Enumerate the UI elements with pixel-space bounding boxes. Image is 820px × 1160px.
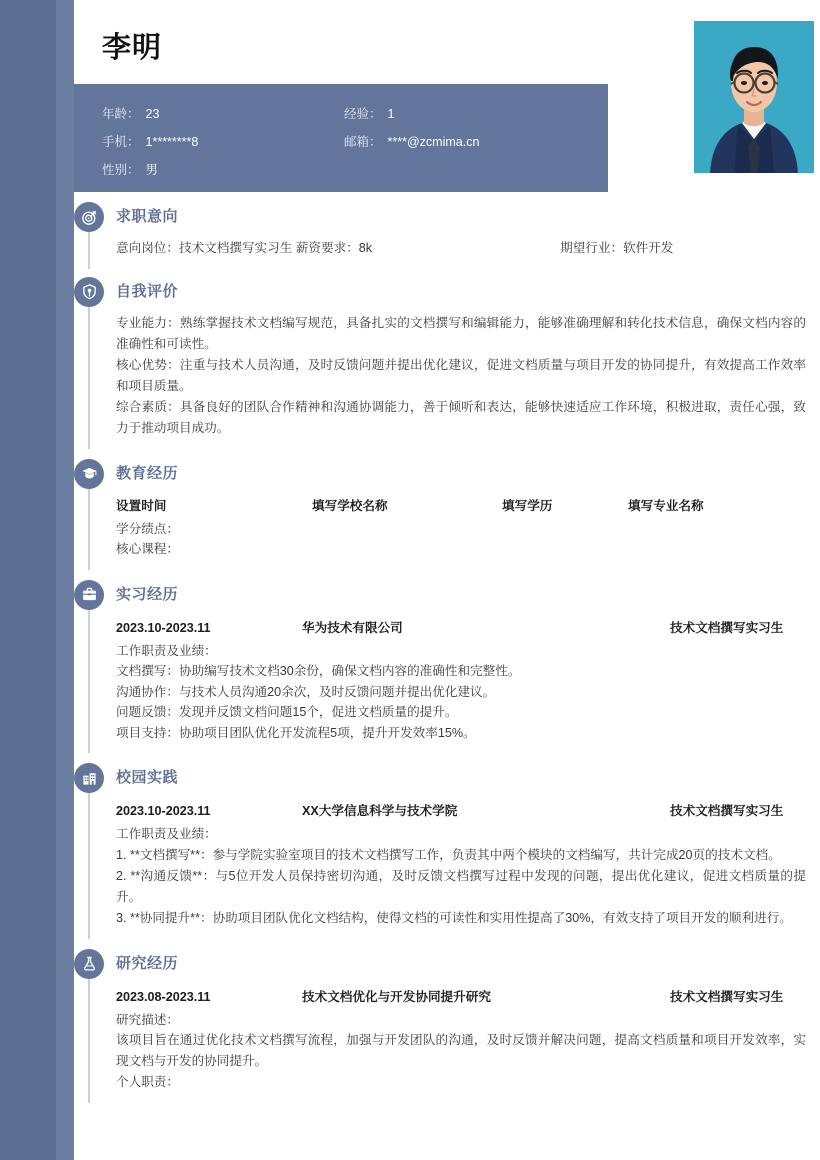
intent-salary-value: 8k xyxy=(358,241,373,255)
shield-icon xyxy=(74,277,104,307)
timeline-rail xyxy=(88,979,90,1103)
intent-industry xyxy=(560,238,673,259)
internship-line: 问题反馈：发现并反馈文档问题15个，促进文档质量的提升。 xyxy=(116,705,458,719)
research-date: 2023.08-2023.11 xyxy=(116,989,211,1004)
timeline-rail xyxy=(88,489,90,570)
section-education xyxy=(74,449,820,570)
section-body xyxy=(74,616,820,754)
campus-date: 2023.10-2023.11 xyxy=(116,804,211,818)
field-experience-value: 1 xyxy=(387,107,395,121)
education-courses: 核心课程： xyxy=(116,542,179,556)
section-header xyxy=(74,202,820,238)
section-body xyxy=(74,799,820,939)
campus-organization: XX大学信息科学与技术学院 xyxy=(302,804,458,818)
self-eval-paragraph: 综合素质：具备良好的团队合作精神和沟通协调能力，善于倾听和表达，能够快速适应工作环境，积极进取，责任心强，致力于推动项目成功。 xyxy=(116,399,806,435)
intent-position-value: 技术文档撰写实习生 xyxy=(178,241,293,255)
section-body xyxy=(74,985,820,1103)
section-body xyxy=(74,495,820,570)
left-decorative-band-inner xyxy=(56,0,74,1160)
self-eval-paragraph: 核心优势：注重与技术人员沟通，及时反馈问题并提出优化建议，促进文档质量与项目开发的协同提升，有效提高工作效率和项目质量。 xyxy=(116,357,806,393)
contact-info-band xyxy=(74,84,608,192)
graduation-cap-icon xyxy=(74,459,104,489)
section-title: 求职意向 xyxy=(116,208,179,225)
research-role: 技术文档撰写实习生 xyxy=(670,989,784,1004)
field-age xyxy=(102,104,344,122)
education-gpa: 学分绩点： xyxy=(116,521,179,536)
intent-salary-label: 薪资要求： xyxy=(295,241,359,255)
contact-info-row xyxy=(102,99,602,127)
section-header xyxy=(74,763,820,799)
field-phone-value: 1********8 xyxy=(145,135,199,149)
job-intent-row xyxy=(116,238,806,259)
field-age-label: 年龄： xyxy=(102,107,140,121)
section-header xyxy=(74,580,820,616)
intent-position xyxy=(116,238,372,259)
field-phone xyxy=(102,132,344,150)
avatar xyxy=(694,21,814,173)
field-email xyxy=(344,132,479,150)
section-job-intent xyxy=(74,192,820,269)
section-header xyxy=(74,459,820,495)
field-gender xyxy=(102,160,344,178)
internship-line: 工作职责及业绩： xyxy=(116,643,217,658)
education-col-time: 设置时间 xyxy=(116,498,167,513)
resume-header xyxy=(74,0,820,192)
contact-info-grid xyxy=(102,99,602,183)
section-title: 自我评价 xyxy=(116,282,179,300)
left-decorative-band xyxy=(0,0,56,1160)
section-internship xyxy=(74,570,820,754)
internship-line: 沟通协作：与技术人员沟通20余次，及时反馈问题并提出优化建议。 xyxy=(116,684,496,699)
contact-info-row xyxy=(102,155,602,183)
field-age-value: 23 xyxy=(145,107,160,121)
section-title: 实习经历 xyxy=(116,585,179,603)
campus-header-row xyxy=(116,799,806,823)
field-email-label: 邮箱： xyxy=(344,135,382,149)
section-title: 校园实践 xyxy=(116,769,179,786)
research-topic: 技术文档优化与开发协同提升研究 xyxy=(302,989,491,1004)
campus-line: 3. **协同提升**：协助项目团队优化文档结构，使得文档的可读性和实用性提高了30%，有效支持了项目开发的顺利进行。 xyxy=(116,910,792,925)
target-icon xyxy=(74,202,104,232)
timeline-rail xyxy=(88,610,90,754)
research-line: 个人职责： xyxy=(116,1075,179,1089)
section-campus-practice xyxy=(74,753,820,939)
section-header xyxy=(74,277,820,313)
section-header xyxy=(74,949,820,985)
briefcase-icon xyxy=(74,580,104,610)
internship-company: 华为技术有限公司 xyxy=(302,620,403,635)
contact-info-row xyxy=(102,127,602,155)
timeline-rail xyxy=(88,793,90,939)
section-body xyxy=(74,313,820,449)
section-body xyxy=(74,238,820,269)
education-col-major: 填写专业名称 xyxy=(628,498,704,513)
field-gender-value: 男 xyxy=(145,163,159,177)
education-header-row xyxy=(116,495,806,517)
campus-line: 工作职责及业绩： xyxy=(116,827,217,841)
intent-industry-label: 期望行业： xyxy=(560,241,624,255)
internship-header-row xyxy=(116,616,806,640)
campus-role: 技术文档撰写实习生 xyxy=(670,804,784,818)
research-line: 研究描述： xyxy=(116,1012,179,1027)
school-building-icon xyxy=(74,763,104,793)
education-col-school: 填写学校名称 xyxy=(312,498,388,513)
section-title: 研究经历 xyxy=(116,954,179,972)
field-gender-label: 性别： xyxy=(102,163,140,177)
self-eval-paragraph: 专业能力：熟练掌握技术文档编写规范，具备扎实的文档撰写和编辑能力，能够准确理解和转化技术信息，确保文档内容的准确性和可读性。 xyxy=(116,315,806,351)
section-self-evaluation xyxy=(74,269,820,449)
internship-line: 文档撰写：协助编写技术文档30余份，确保文档内容的准确性和完整性。 xyxy=(116,664,521,678)
research-header-row xyxy=(116,985,806,1009)
internship-line: 项目支持：协助项目团队优化开发流程5项，提升开发效率15%。 xyxy=(116,725,476,740)
section-title: 教育经历 xyxy=(116,464,179,482)
field-phone-label: 手机： xyxy=(102,135,140,149)
intent-industry-value: 软件开发 xyxy=(623,241,674,255)
intent-position-label: 意向岗位： xyxy=(116,241,179,255)
timeline-rail xyxy=(88,307,90,449)
education-col-degree: 填写学历 xyxy=(502,498,553,513)
field-experience-label: 经验： xyxy=(344,107,382,121)
flask-icon xyxy=(74,949,104,979)
internship-date: 2023.10-2023.11 xyxy=(116,620,211,635)
section-research xyxy=(74,939,820,1103)
research-line: 该项目旨在通过优化技术文档撰写流程，加强与开发团队的沟通，及时反馈并解决问题，提高文档质量和项目开发效率，实现文档与开发的协同提升。 xyxy=(116,1033,806,1068)
page-title: 李明 xyxy=(102,32,163,64)
campus-line: 2. **沟通反馈**：与5位开发人员保持密切沟通，及时反馈文档撰写过程中发现的问题，提出优化建议，促进文档质量的提升。 xyxy=(116,868,806,904)
internship-role: 技术文档撰写实习生 xyxy=(670,620,784,635)
resume-content xyxy=(74,192,820,1103)
campus-line: 1. **文档撰写**：参与学院实验室项目的技术文档撰写工作，负责其中两个模块的文档编写，共计完成20页的技术文档。 xyxy=(116,847,781,862)
field-experience xyxy=(344,104,394,122)
field-email-value: ****@zcmima.cn xyxy=(387,135,480,149)
